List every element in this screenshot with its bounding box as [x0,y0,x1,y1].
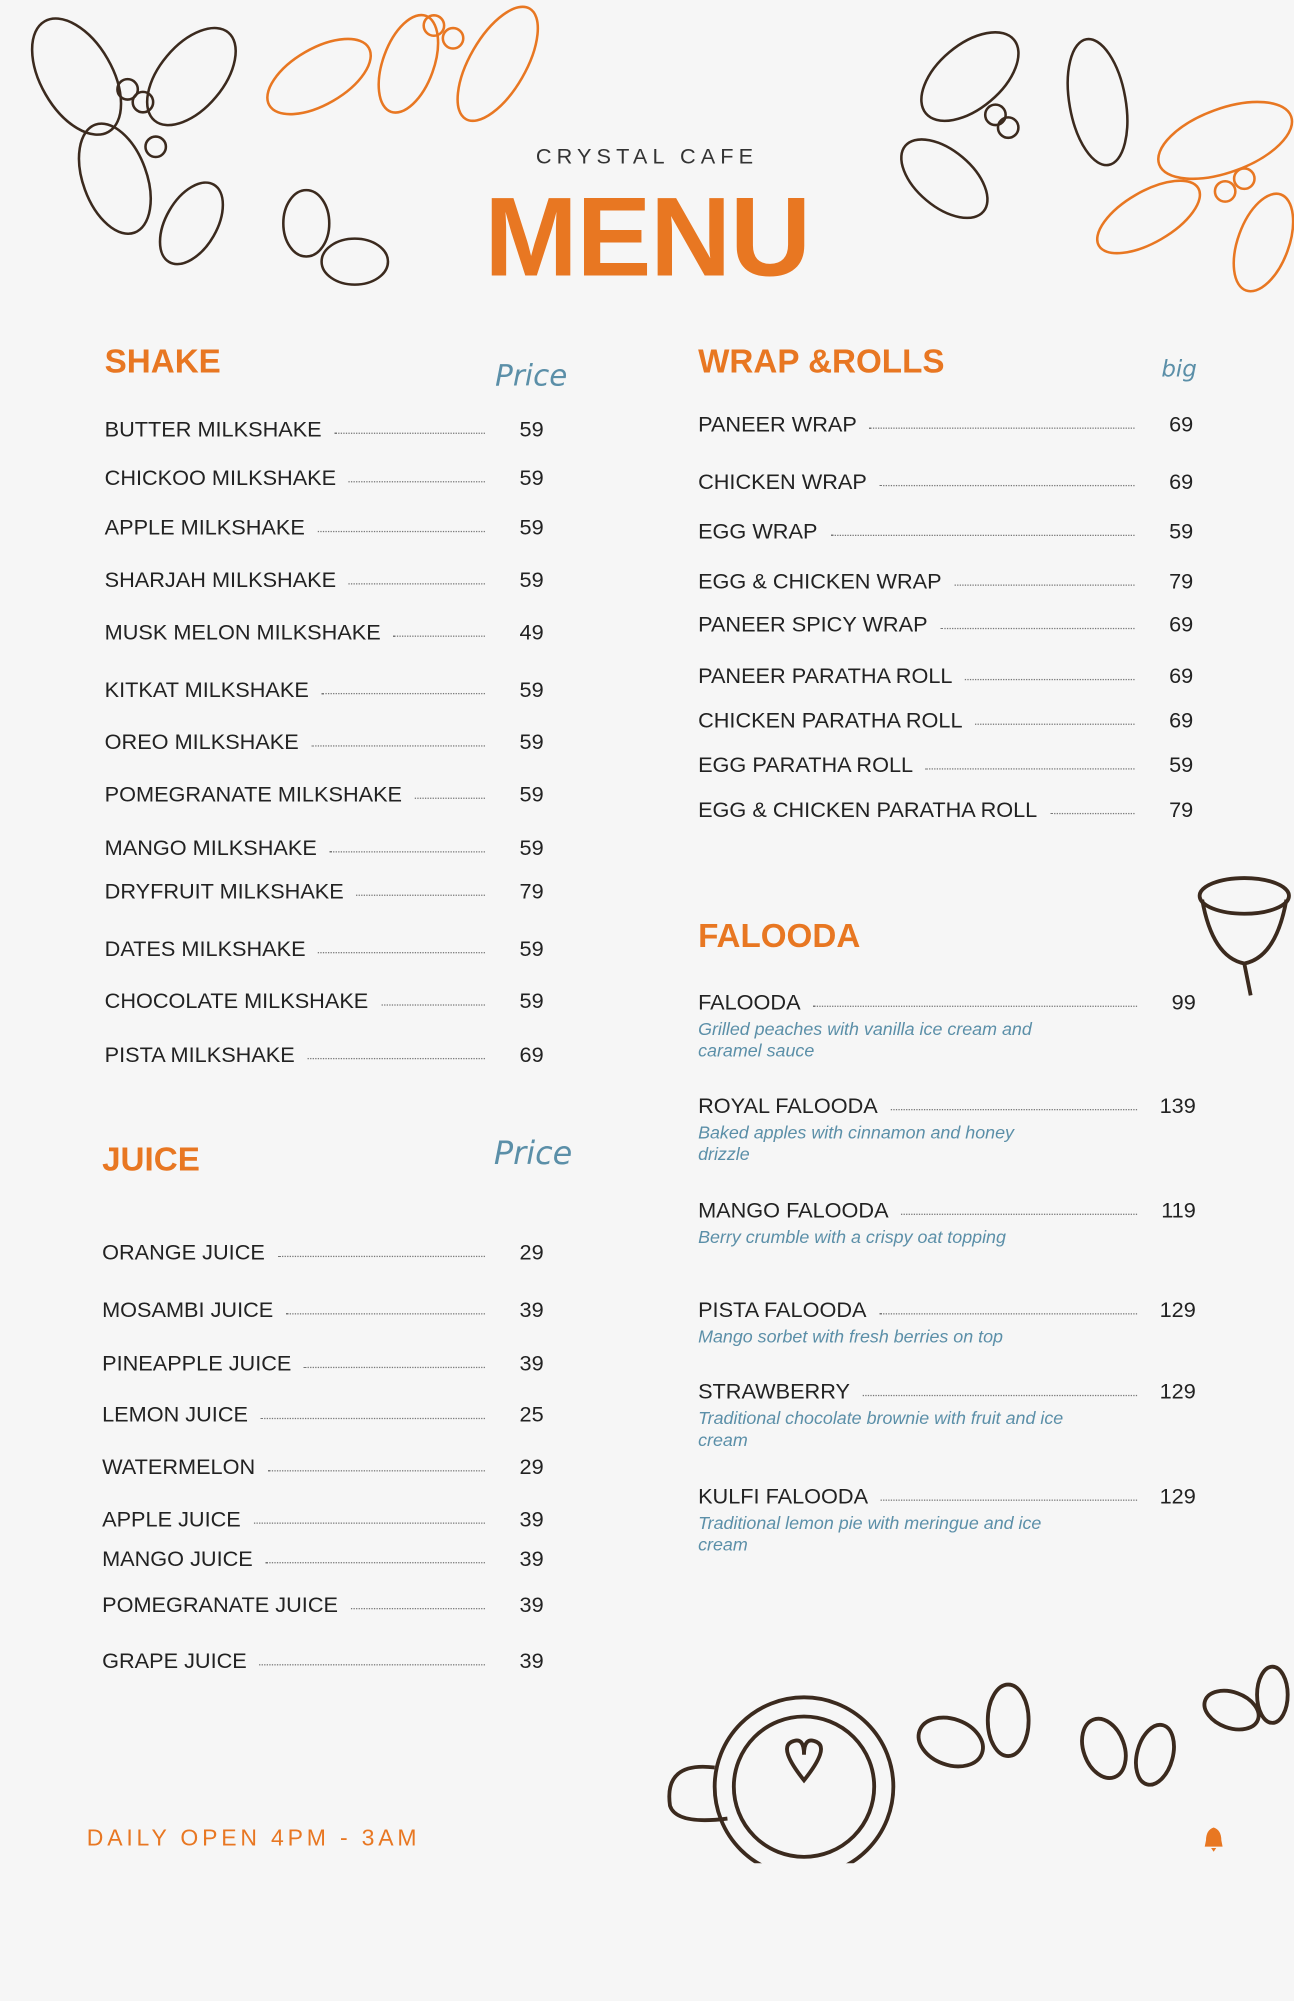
menu-item [105,463,544,494]
dotted-leader [830,534,1134,535]
dotted-leader [879,1313,1137,1314]
item-price: 59 [519,835,544,861]
item-price: 69 [1169,612,1194,637]
cafe-name: CRYSTAL CAFE [535,144,759,169]
item-name: WATERMELON [102,1454,256,1480]
menu-item [105,1040,544,1071]
menu-item [105,780,544,811]
section-title-wraps: WRAP &ROLLS [698,342,945,381]
menu-item [698,467,1193,498]
dotted-leader [351,1607,485,1608]
item-name: PINEAPPLE JUICE [102,1351,292,1376]
item-price: 59 [519,567,544,593]
menu-item [698,567,1193,598]
item-name: PANEER SPICY WRAP [698,612,928,637]
menu-item [698,750,1193,781]
dotted-leader [260,1664,485,1665]
dotted-leader [318,951,485,952]
item-name: MANGO FALOODA [698,1198,889,1223]
item-name: DRYFRUIT MILKSHAKE [104,879,344,904]
menu-item [105,877,544,908]
menu-item [105,565,544,596]
item-price: 59 [519,989,544,1014]
item-price: 79 [519,879,544,904]
dotted-leader [901,1213,1137,1214]
item-price: 39 [519,1546,544,1572]
item-description: Baked apples with cinnamon and honey drizzle [698,1121,1014,1164]
item-price: 39 [519,1592,544,1617]
menu-item [698,410,1193,441]
item-name: BUTTER MILKSHAKE [104,417,322,442]
dotted-leader [880,484,1135,485]
item-price: 29 [519,1240,544,1265]
menu-item [698,1482,1196,1556]
dotted-leader [881,1499,1137,1500]
menu-item [698,706,1193,737]
item-price: 49 [519,620,544,645]
item-price: 129 [1159,1379,1196,1404]
item-price: 59 [519,465,544,491]
item-name: MANGO JUICE [102,1546,253,1572]
espresso-cup-illustration [1187,868,1294,1008]
dotted-leader [349,480,485,481]
wraps-size-header: big [1161,356,1197,383]
item-price: 59 [519,677,544,702]
dotted-leader [965,678,1134,679]
item-price: 69 [1169,412,1194,437]
item-name: EGG & CHICKEN PARATHA ROLL [698,797,1038,822]
menu-item [105,727,544,758]
dotted-leader [334,432,485,433]
dotted-leader [304,1366,485,1367]
item-price: 79 [1169,797,1194,822]
menu-item [102,1452,544,1483]
menu-item [698,1196,1196,1248]
item-price: 39 [519,1297,544,1323]
menu-item [105,618,544,649]
dotted-leader [415,797,485,798]
menu-item [102,1646,544,1677]
dotted-leader [254,1522,485,1523]
dotted-leader [975,723,1134,724]
menu-item [698,795,1193,826]
item-price: 59 [519,729,544,755]
item-price: 69 [519,1042,544,1067]
dotted-leader [940,627,1134,628]
item-price: 29 [519,1454,544,1480]
item-price: 69 [1169,708,1194,733]
dotted-leader [357,894,485,895]
item-name: OREO MILKSHAKE [104,729,299,755]
item-name: FALOODA [698,990,801,1015]
menu-item [698,661,1193,692]
dotted-leader [318,530,485,531]
item-name: LEMON JUICE [102,1402,248,1427]
item-price: 129 [1159,1297,1196,1323]
menu-item [698,1295,1196,1347]
dotted-leader [1050,812,1135,813]
menu-item [105,987,544,1018]
item-name: GRAPE JUICE [102,1648,247,1674]
menu-item [102,1400,544,1431]
item-name: APPLE JUICE [102,1507,241,1532]
dotted-leader [268,1470,485,1471]
bell-icon [1201,1825,1227,1853]
item-price: 79 [1169,569,1194,594]
menu-item [105,513,544,544]
item-name: SHARJAH MILKSHAKE [104,567,337,593]
page-title: MENU [484,173,810,300]
item-name: ROYAL FALOODA [698,1093,878,1118]
section-title-shake: SHAKE [104,342,221,381]
menu-item [698,988,1196,1062]
item-price: 59 [1169,752,1194,778]
item-name: STRAWBERRY [698,1379,850,1404]
dotted-leader [308,1057,485,1058]
item-description: Mango sorbet with fresh berries on top [698,1325,1003,1347]
item-name: ORANGE JUICE [102,1240,265,1265]
item-name: KITKAT MILKSHAKE [104,677,309,702]
dotted-leader [330,851,485,852]
menu-item [105,675,544,706]
menu-item [105,415,544,446]
dotted-leader [381,1004,485,1005]
menu-item [698,610,1193,641]
item-name: POMEGRANATE JUICE [102,1592,338,1617]
item-price: 119 [1161,1198,1196,1223]
item-price: 129 [1159,1484,1196,1509]
dotted-leader [322,692,485,693]
item-name: MOSAMBI JUICE [102,1297,274,1323]
item-price: 139 [1159,1093,1196,1118]
dotted-leader [261,1417,485,1418]
item-description: Traditional chocolate brownie with fruit and ice cream [698,1407,1064,1450]
item-name: MUSK MELON MILKSHAKE [104,620,381,645]
dotted-leader [266,1561,485,1562]
item-name: DATES MILKSHAKE [104,936,306,961]
item-name: PISTA MILKSHAKE [104,1042,295,1067]
item-name: MANGO MILKSHAKE [104,835,317,861]
menu-item [102,1349,544,1380]
menu-item [102,1590,544,1621]
dotted-leader [890,1108,1137,1109]
item-name: CHICKOO MILKSHAKE [104,465,337,491]
item-price: 99 [1171,990,1196,1015]
menu-item [105,833,544,864]
item-price: 59 [1169,519,1194,544]
menu-item [105,934,544,965]
menu-item [102,1505,544,1536]
item-name: EGG PARATHA ROLL [698,752,914,778]
item-price: 25 [519,1402,544,1427]
menu-item [102,1544,544,1575]
item-name: POMEGRANATE MILKSHAKE [104,782,403,807]
menu-item [102,1238,544,1269]
item-name: CHOCOLATE MILKSHAKE [104,989,369,1014]
dotted-leader [926,768,1135,769]
dotted-leader [349,583,485,584]
section-title-juice: JUICE [102,1139,200,1178]
item-name: CHICKEN PARATHA ROLL [698,708,963,733]
item-price: 59 [519,782,544,807]
item-description: Traditional lemon pie with meringue and ice cream [698,1512,1042,1555]
dotted-leader [278,1255,485,1256]
item-name: PANEER PARATHA ROLL [698,663,953,688]
dotted-leader [312,745,485,746]
juice-price-header: Price [493,1134,573,1172]
menu-item [698,1091,1196,1165]
shake-price-header: Price [495,359,568,394]
item-name: CHICKEN WRAP [698,469,867,494]
dotted-leader [870,427,1135,428]
item-name: PISTA FALOODA [698,1297,867,1323]
item-name: EGG & CHICKEN WRAP [698,569,942,594]
item-price: 39 [519,1507,544,1532]
dotted-leader [286,1313,485,1314]
item-price: 59 [519,417,544,442]
item-price: 39 [519,1648,544,1674]
item-description: Berry crumble with a crispy oat topping [698,1226,1006,1247]
item-name: APPLE MILKSHAKE [104,515,305,540]
dotted-leader [813,1005,1137,1006]
dotted-leader [393,635,484,636]
item-price: 59 [519,515,544,540]
item-price: 69 [1169,469,1194,494]
section-title-falooda: FALOODA [698,916,861,955]
item-price: 69 [1169,663,1194,688]
item-name: PANEER WRAP [698,412,857,437]
menu-item [698,1377,1196,1451]
menu-item [102,1295,544,1326]
dotted-leader [863,1394,1137,1395]
item-price: 59 [519,936,544,961]
item-name: EGG WRAP [698,519,818,544]
latte-and-beans-illustration [651,1659,1294,1863]
item-price: 39 [519,1351,544,1376]
opening-hours: DAILY OPEN 4PM - 3AM [86,1824,421,1851]
item-description: Grilled peaches with vanilla ice cream and caramel sauce [698,1018,1032,1061]
item-name: KULFI FALOODA [698,1484,869,1509]
menu-item [698,517,1193,548]
dotted-leader [954,584,1134,585]
